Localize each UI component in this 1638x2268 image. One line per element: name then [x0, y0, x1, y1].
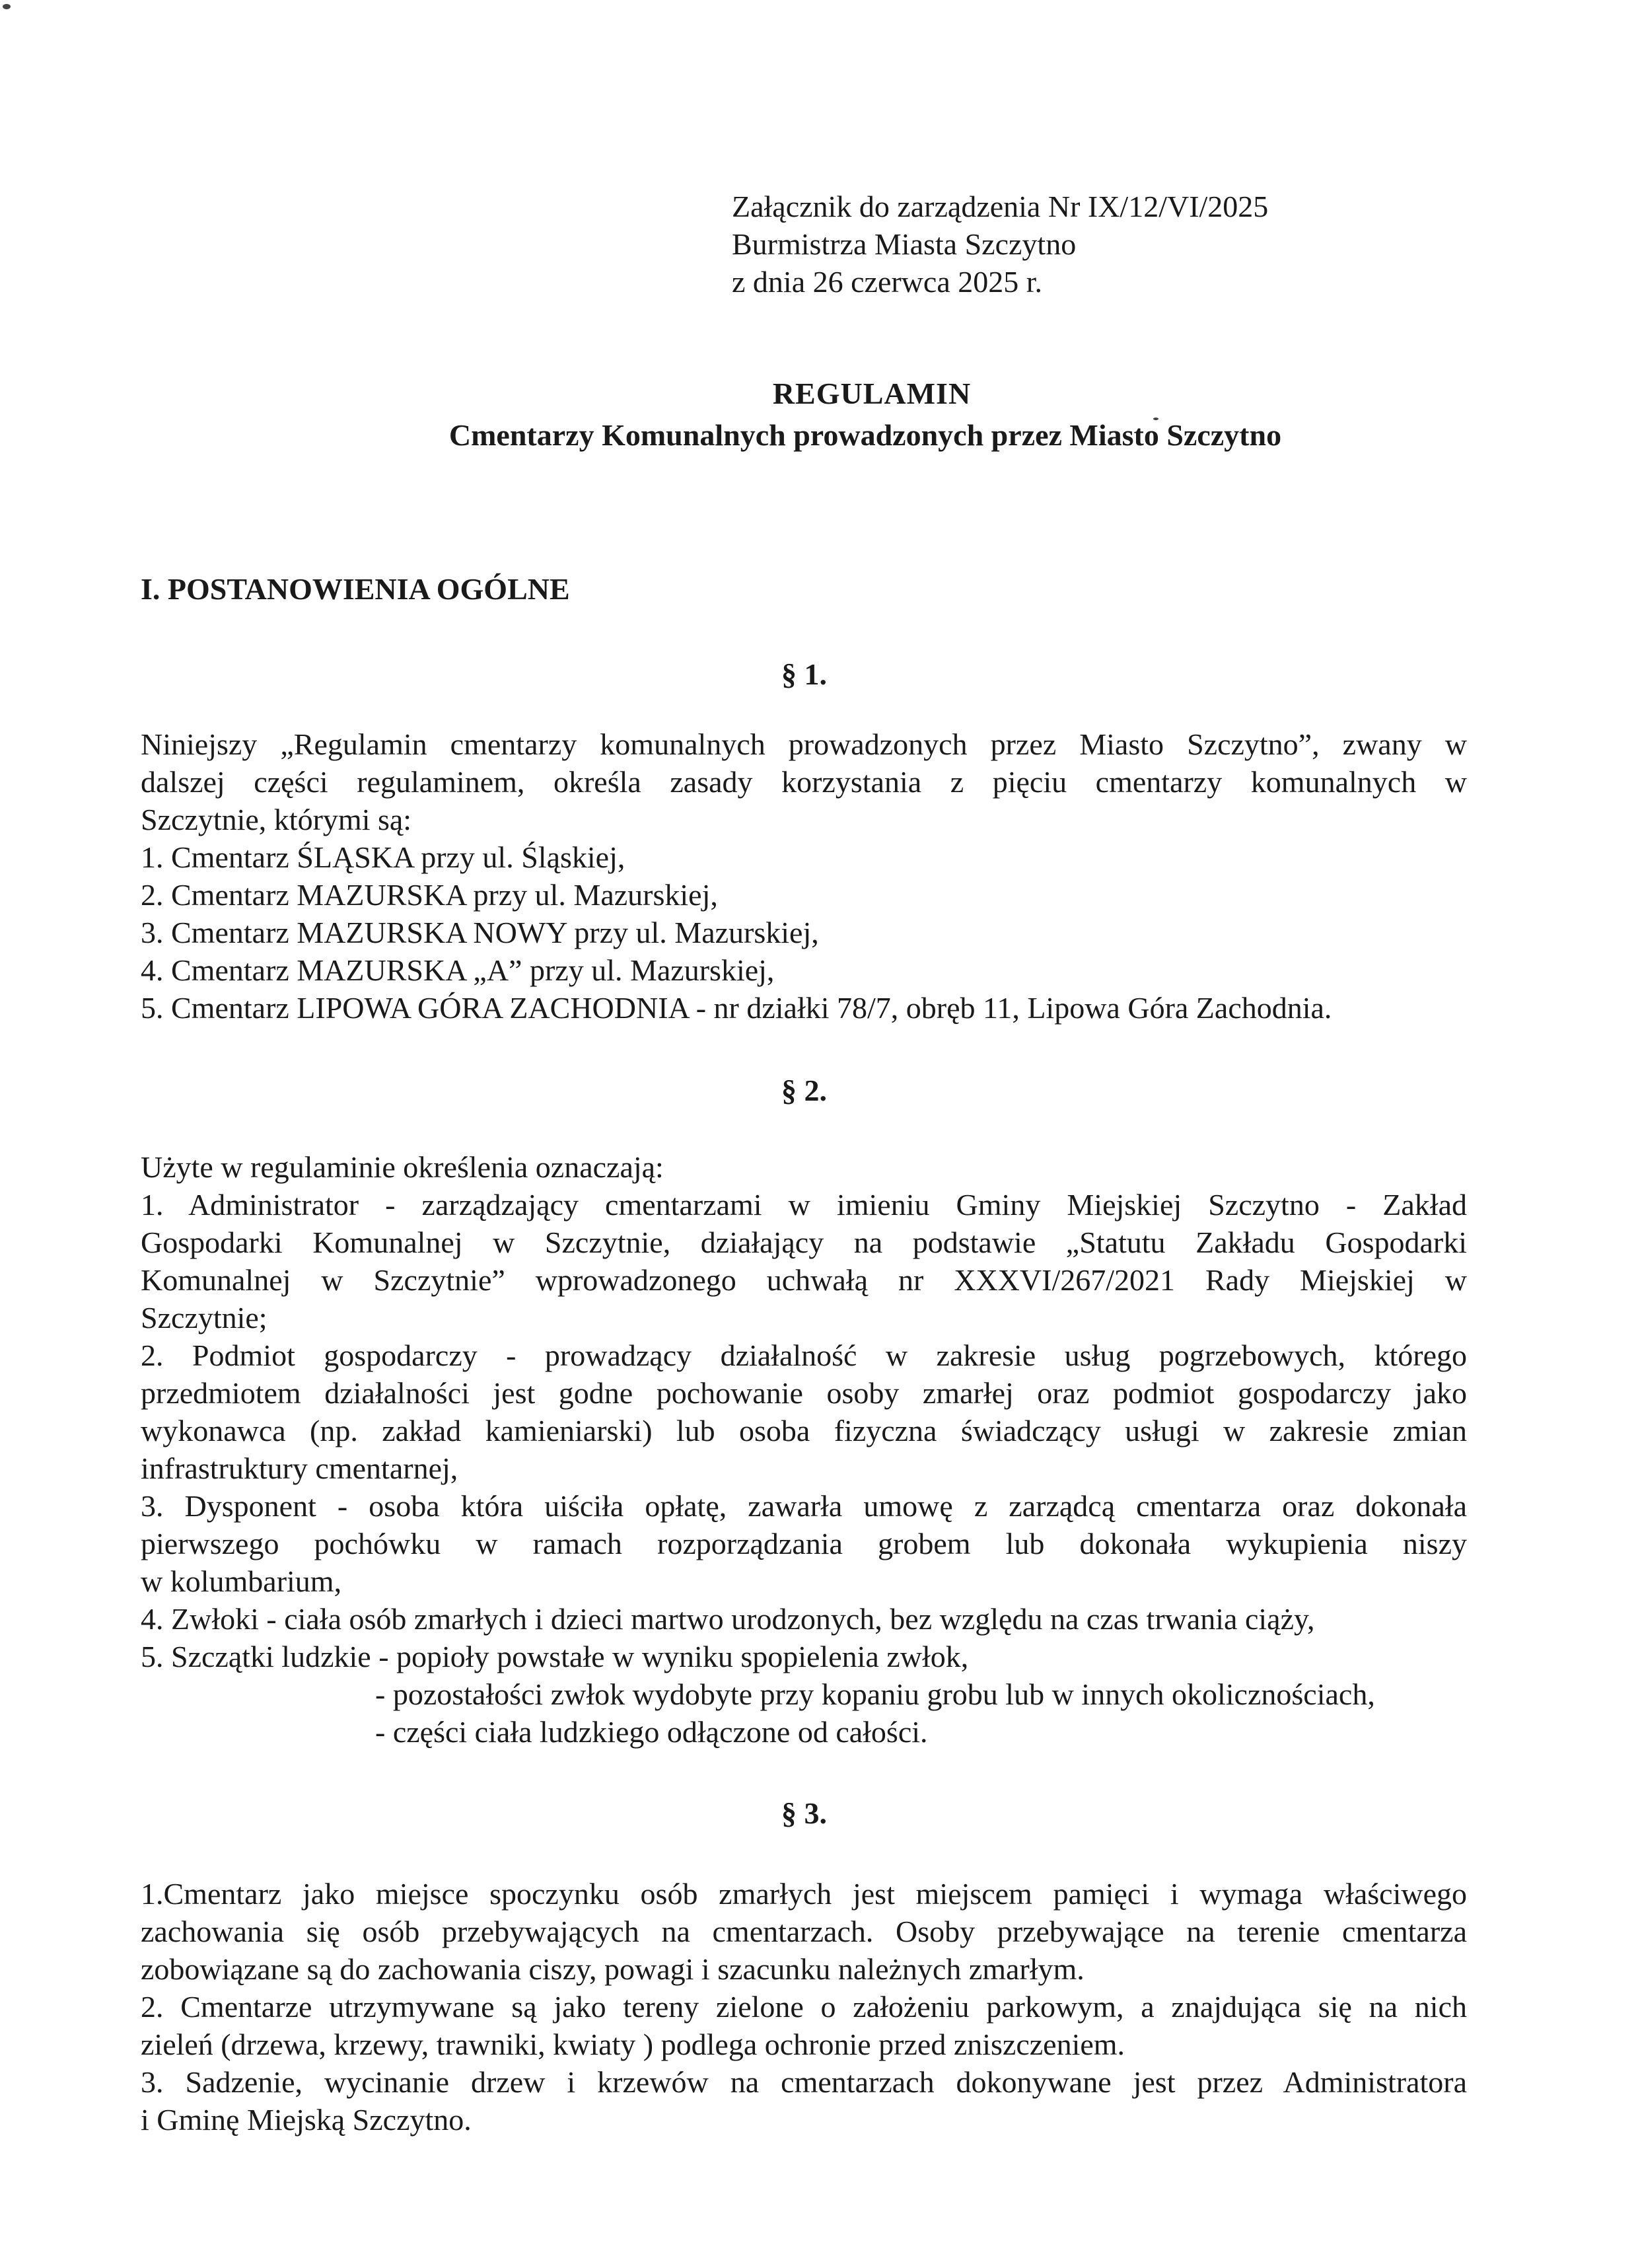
list-item: 3. Cmentarz MAZURSKA NOWY przy ul. Mazurskiej,: [141, 916, 819, 949]
text-line: zachowania się osób przebywających na cmentarzach. Osoby przebywające na terenie cmentarza: [141, 1915, 1467, 1948]
text-line: 1.Cmentarz jako miejsce spoczynku osób zmarłych jest miejscem pamięci i wymaga właściwego: [141, 1877, 1467, 1911]
list-item: 1. Cmentarz ŚLĄSKA przy ul. Śląskiej,: [141, 840, 625, 874]
scan-speck: [3, 4, 11, 9]
text-line: 2. Cmentarze utrzymywane są jako tereny zielone o założeniu parkowym, a znajdująca się na nich: [141, 1990, 1467, 2024]
list-item: 5. Cmentarz LIPOWA GÓRA ZACHODNIA - nr działki 78/7, obręb 11, Lipowa Góra Zachodnia.: [141, 991, 1332, 1025]
text-line: infrastruktury cmentarnej,: [141, 1451, 458, 1485]
text-line: Komunalnej w Szczytnie” wprowadzonego uchwałą nr XXXVI/267/2021 Rady Miejskiej w: [141, 1263, 1467, 1297]
text-line: Gospodarki Komunalnej w Szczytnie, działający na podstawie „Statutu Zakładu Gospodarki: [141, 1225, 1467, 1259]
text-line: 2. Podmiot gospodarczy - prowadzący działalność w zakresie usług pogrzebowych, którego: [141, 1338, 1467, 1372]
list-item: 4. Cmentarz MAZURSKA „A” przy ul. Mazurskiej,: [141, 953, 775, 987]
text-line: przedmiotem działalności jest godne pochowanie osoby zmarłej oraz podmiot gospodarczy jako: [141, 1376, 1467, 1410]
subtitle-line: Cmentarzy Komunalnych prowadzonych przez Miasto Szczytno: [448, 418, 1282, 452]
section-heading: I. POSTANOWIENIA OGÓLNE: [141, 572, 570, 606]
header-line: Burmistrza Miasta Szczytno: [732, 227, 1077, 261]
title-line: REGULAMIN: [772, 377, 972, 410]
paragraph-2-body: [141, 1148, 1467, 1751]
text-line: 3. Dysponent - osoba która uiściła opłatę, zawarła umowę z zarządcą cmentarza oraz dokonała: [141, 1489, 1467, 1523]
attachment-header: [732, 188, 1268, 301]
text-line: dalszej części regulaminem, określa zasady korzystania z pięciu cmentarzy komunalnych w: [141, 765, 1467, 799]
text-line: - pozostałości zwłok wydobyte przy kopaniu grobu lub w innych okolicznościach,: [375, 1677, 1375, 1711]
text-line: 1. Administrator - zarządzający cmentarzami w imieniu Gminy Miejskiej Szczytno - Zakład: [141, 1188, 1467, 1222]
text-line: pierwszego pochówku w ramach rozporządzania grobem lub dokonała wykupienia niszy: [141, 1527, 1467, 1560]
document-title: [0, 375, 1638, 458]
text-line: Użyte w regulaminie określenia oznaczają:: [141, 1150, 664, 1184]
text-line: zieleń (drzewa, krzewy, trawniki, kwiaty ) podlega ochronie przed zniszczeniem.: [141, 2028, 1125, 2061]
list-item: 2. Cmentarz MAZURSKA przy ul. Mazurskiej,: [141, 878, 718, 912]
text-line: wykonawca (np. zakład kamieniarski) lub osoba fizyczna świadczący usługi w zakresie zmian: [141, 1414, 1467, 1447]
paragraph-mark: § 1.: [781, 657, 827, 691]
text-line: Szczytnie, którymi są:: [141, 803, 412, 836]
header-line: Załącznik do zarządzenia Nr IX/12/VI/2025: [732, 190, 1269, 223]
text-line: - części ciała ludzkiego odłączone od całości.: [375, 1715, 928, 1749]
text-line: i Gminę Miejską Szczytno.: [141, 2103, 472, 2137]
text-line: zobowiązane są do zachowania ciszy, powagi i szacunku należnych zmarłym.: [141, 1952, 1085, 1986]
header-line: z dnia 26 czerwca 2025 r.: [732, 265, 1043, 299]
paragraph-3-body: [141, 1875, 1467, 2139]
text-line: 4. Zwłoki - ciała osób zmarłych i dzieci martwo urodzonych, bez względu na czas trwania ciąży,: [141, 1602, 1315, 1636]
text-line: w kolumbarium,: [141, 1564, 342, 1598]
paragraph-mark: § 3.: [781, 1796, 827, 1830]
text-line: 5. Szczątki ludzkie - popioły powstałe w wyniku spopielenia zwłok,: [141, 1640, 969, 1673]
text-line: Niniejszy „Regulamin cmentarzy komunalnych prowadzonych przez Miasto Szczytno”, zwany w: [141, 727, 1467, 761]
paragraph-mark: § 2.: [781, 1074, 827, 1107]
text-line: 3. Sadzenie, wycinanie drzew i krzewów na cmentarzach dokonywane jest przez Administratora: [141, 2065, 1467, 2099]
text-line: Szczytnie;: [141, 1301, 267, 1335]
paragraph-1-body: [141, 725, 1467, 1027]
